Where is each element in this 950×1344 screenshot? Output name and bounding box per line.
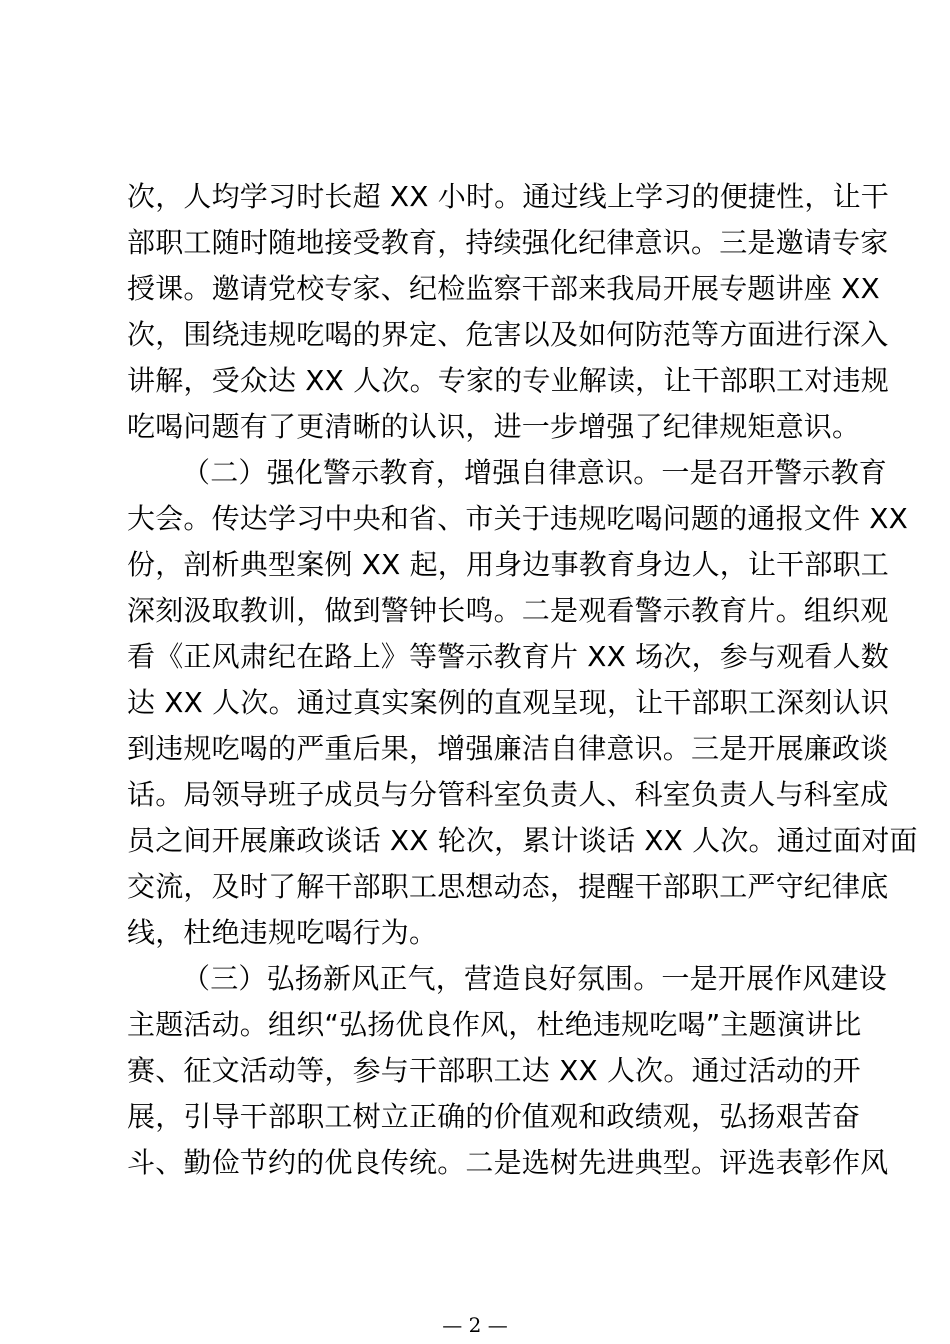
text-line: 展，引导干部职工树立正确的价值观和政绩观，弘扬艰苦奋 [127,1100,861,1133]
text-line: 话。局领导班子成员与分管科室负责人、科室负责人与科室成 [127,778,889,811]
text-line: 交流，及时了解干部职工思想动态，提醒干部职工严守纪律底 [127,870,889,903]
text-line: 深刻汲取教训，做到警钟长鸣。二是观看警示教育片。组织观 [127,594,889,627]
section-heading-line: （二）强化警示教育，增强自律意识。一是召开警示教育 [182,456,888,489]
text-line: 线，杜绝违规吃喝行为。 [127,916,438,949]
text-line: 达 XX 人次。通过真实案例的直观呈现，让干部职工深刻认识 [127,686,889,719]
text-line: 吃喝问题有了更清晰的认识，进一步增强了纪律规矩意识。 [127,410,861,443]
text-line: 部职工随时随地接受教育，持续强化纪律意识。三是邀请专家 [127,226,889,259]
text-line: 讲解，受众达 XX 人次。专家的专业解读，让干部职工对违规 [127,364,889,397]
section-heading-line: （三）弘扬新风正气，营造良好氛围。一是开展作风建设 [182,962,888,995]
text-line: 次，围绕违规吃喝的界定、危害以及如何防范等方面进行深入 [127,318,889,351]
text-line: 赛、征文活动等，参与干部职工达 XX 人次。通过活动的开 [127,1054,861,1087]
text-line: 主题活动。组织“弘扬优良作风，杜绝违规吃喝”主题演讲比 [127,1008,862,1041]
text-line: 授课。邀请党校专家、纪检监察干部来我局开展专题讲座 XX [127,272,880,305]
text-line: 份，剖析典型案例 XX 起，用身边事教育身边人，让干部职工 [127,548,889,581]
text-line: 员之间开展廉政谈话 XX 轮次，累计谈话 XX 人次。通过面对面 [127,824,918,857]
text-line: 到违规吃喝的严重后果，增强廉洁自律意识。三是开展廉政谈 [127,732,889,765]
text-line: 大会。传达学习中央和省、市关于违规吃喝问题的通报文件 XX [127,502,909,535]
text-line: 斗、勤俭节约的优良传统。二是选树先进典型。评选表彰作风 [127,1146,889,1179]
text-line: 次，人均学习时长超 XX 小时。通过线上学习的便捷性，让干 [127,180,889,213]
text-line: 看《正风肃纪在路上》等警示教育片 XX 场次，参与观看人数 [127,640,889,673]
page-number: — 2 — [442,1313,508,1337]
